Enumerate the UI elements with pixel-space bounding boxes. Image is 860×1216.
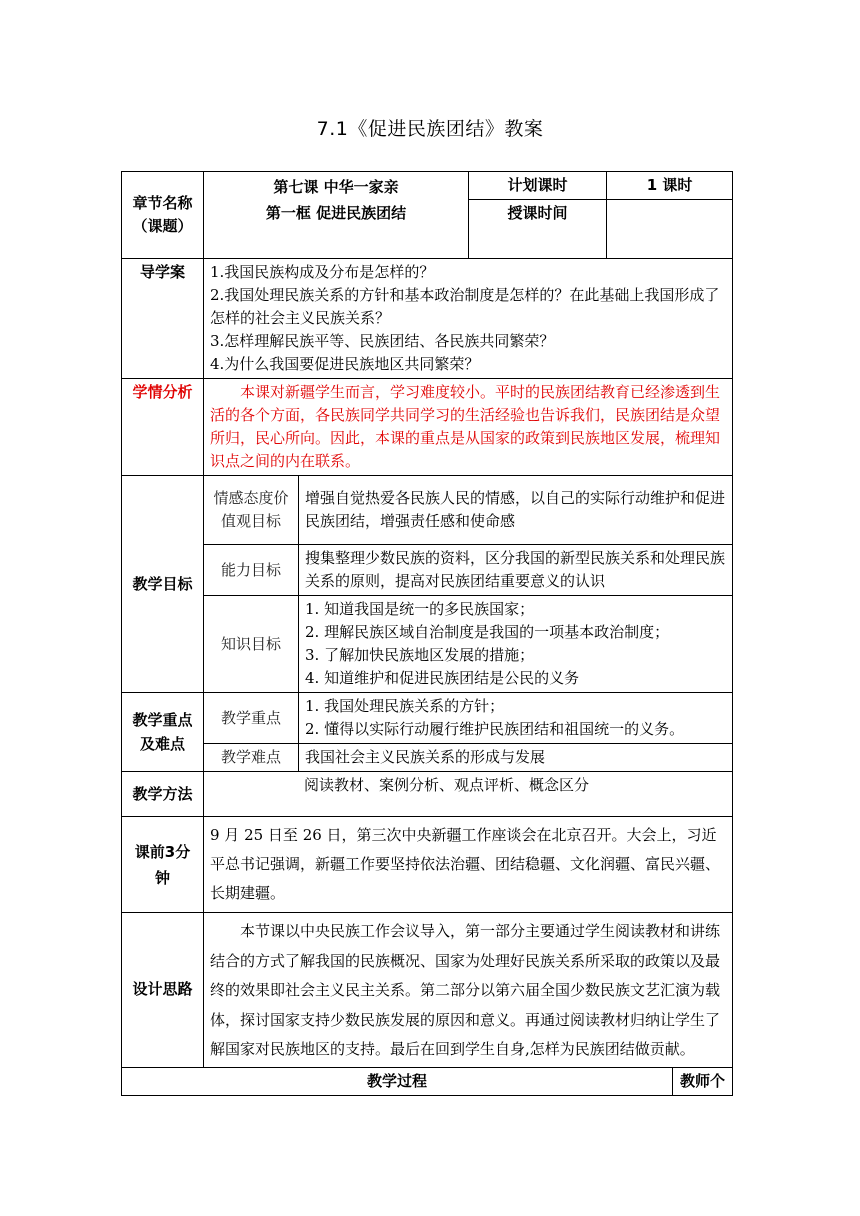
process-row bbox=[122, 1067, 733, 1095]
teach-time-value bbox=[607, 200, 733, 259]
chapter-lesson-cell bbox=[204, 172, 469, 259]
ability-goal-text: 搜集整理少数民族的资料，区分我国的新型民族关系和处理民族关系的原则，提高对民族团结重要意义的认识 bbox=[299, 545, 733, 596]
guide-item: 3.怎样理解民族平等、民族团结、各民族共同繁荣？ bbox=[210, 332, 555, 350]
guide-item: 2.我国处理民族关系的方针和基本政治制度是怎样的？在此基础上我国形成了怎样的社会主义民族关系？ bbox=[210, 286, 720, 327]
knowledge-item: 1. 知道我国是统一的多民族国家； bbox=[305, 600, 535, 618]
design-label: 设计思路 bbox=[122, 913, 204, 1068]
teacher-label: 教师个 bbox=[673, 1067, 733, 1095]
chapter-row bbox=[122, 172, 733, 200]
design-text: 本节课以中央民族工作会议导入，第一部分主要通过学生阅读教材和讲练结合的方式了解我国的民族概况、国家为处理好民族关系所采取的政策以及最终的效果即社会主义民主关系。第二部分以第六届全国少数民族文艺汇演为载体，探讨国家支持少数民族发展的原因和意义。再通过阅读教材归纳让学生了解国家对民族地区的支持。最后在回到学生自身,怎样为民族团结做贡献。 bbox=[204, 913, 733, 1068]
keypoints-label: 教学重点及难点 bbox=[122, 693, 204, 772]
knowledge-item: 3. 了解加快民族地区发展的措施； bbox=[305, 646, 535, 664]
design-row bbox=[122, 913, 733, 1068]
difficult-row bbox=[122, 744, 733, 772]
key-content bbox=[299, 693, 733, 744]
difficult-label: 教学难点 bbox=[204, 744, 299, 772]
guide-label: 导学案 bbox=[122, 259, 204, 379]
lesson-name: 第七课 中华一家亲 bbox=[273, 178, 399, 196]
knowledge-goal-content bbox=[299, 596, 733, 693]
key-label: 教学重点 bbox=[204, 693, 299, 744]
knowledge-item: 2. 理解民族区域自治制度是我国的一项基本政治制度； bbox=[305, 623, 670, 641]
plan-hours-label: 计划课时 bbox=[469, 172, 607, 200]
goals-emotion-row bbox=[122, 476, 733, 545]
goals-label: 教学目标 bbox=[122, 476, 204, 693]
process-label: 教学过程 bbox=[122, 1067, 673, 1095]
methods-text: 阅读教材、案例分析、观点评析、概念区分 bbox=[204, 772, 733, 817]
keypoint-row bbox=[122, 693, 733, 744]
methods-row bbox=[122, 772, 733, 817]
ability-goal-label: 能力目标 bbox=[204, 545, 299, 596]
goals-ability-row bbox=[122, 545, 733, 596]
plan-hours-value: 1 课时 bbox=[607, 172, 733, 200]
emotion-goal-label: 情感态度价值观目标 bbox=[204, 476, 299, 545]
key-item: 1. 我国处理民族关系的方针； bbox=[305, 697, 505, 715]
frame-name: 第一框 促进民族团结 bbox=[265, 204, 407, 222]
guide-item: 1.我国民族构成及分布是怎样的？ bbox=[210, 263, 435, 281]
preclass-text: 9 月 25 日至 26 日，第三次中央新疆工作座谈会在北京召开。大会上，习近平总书记强调，新疆工作要坚持依法治疆、团结稳疆、文化润疆、富民兴疆、长期建疆。 bbox=[204, 817, 733, 913]
chapter-label: 章节名称（课题） bbox=[122, 172, 204, 259]
methods-label: 教学方法 bbox=[122, 772, 204, 817]
knowledge-item: 4. 知道维护和促进民族团结是公民的义务 bbox=[305, 669, 580, 687]
guide-row bbox=[122, 259, 733, 379]
teach-time-label: 授课时间 bbox=[469, 200, 607, 259]
key-item: 2. 懂得以实际行动履行维护民族团结和祖国统一的义务。 bbox=[305, 720, 685, 738]
guide-content bbox=[204, 259, 733, 379]
guide-item: 4.为什么我国要促进民族地区共同繁荣？ bbox=[210, 355, 480, 373]
preclass-label: 课前3分钟 bbox=[122, 817, 204, 913]
preclass-row bbox=[122, 817, 733, 913]
knowledge-goal-label: 知识目标 bbox=[204, 596, 299, 693]
analysis-label: 学情分析 bbox=[122, 379, 204, 476]
analysis-text: 本课对新疆学生而言，学习难度较小。平时的民族团结教育已经渗透到生活的各个方面，各民族同学共同学习的生活经验也告诉我们，民族团结是众望所归，民心所向。因此，本课的重点是从国家的政策到民族地区发展，梳理知识点之间的内在联系。 bbox=[204, 379, 733, 476]
document-title: 7.1《促进民族团结》教案 bbox=[316, 118, 544, 140]
lesson-plan-table bbox=[121, 171, 733, 1096]
difficult-text: 我国社会主义民族关系的形成与发展 bbox=[299, 744, 733, 772]
goals-knowledge-row bbox=[122, 596, 733, 693]
emotion-goal-text: 增强自觉热爱各民族人民的情感，以自己的实际行动维护和促进民族团结，增强责任感和使命感 bbox=[299, 476, 733, 545]
analysis-row bbox=[122, 379, 733, 476]
